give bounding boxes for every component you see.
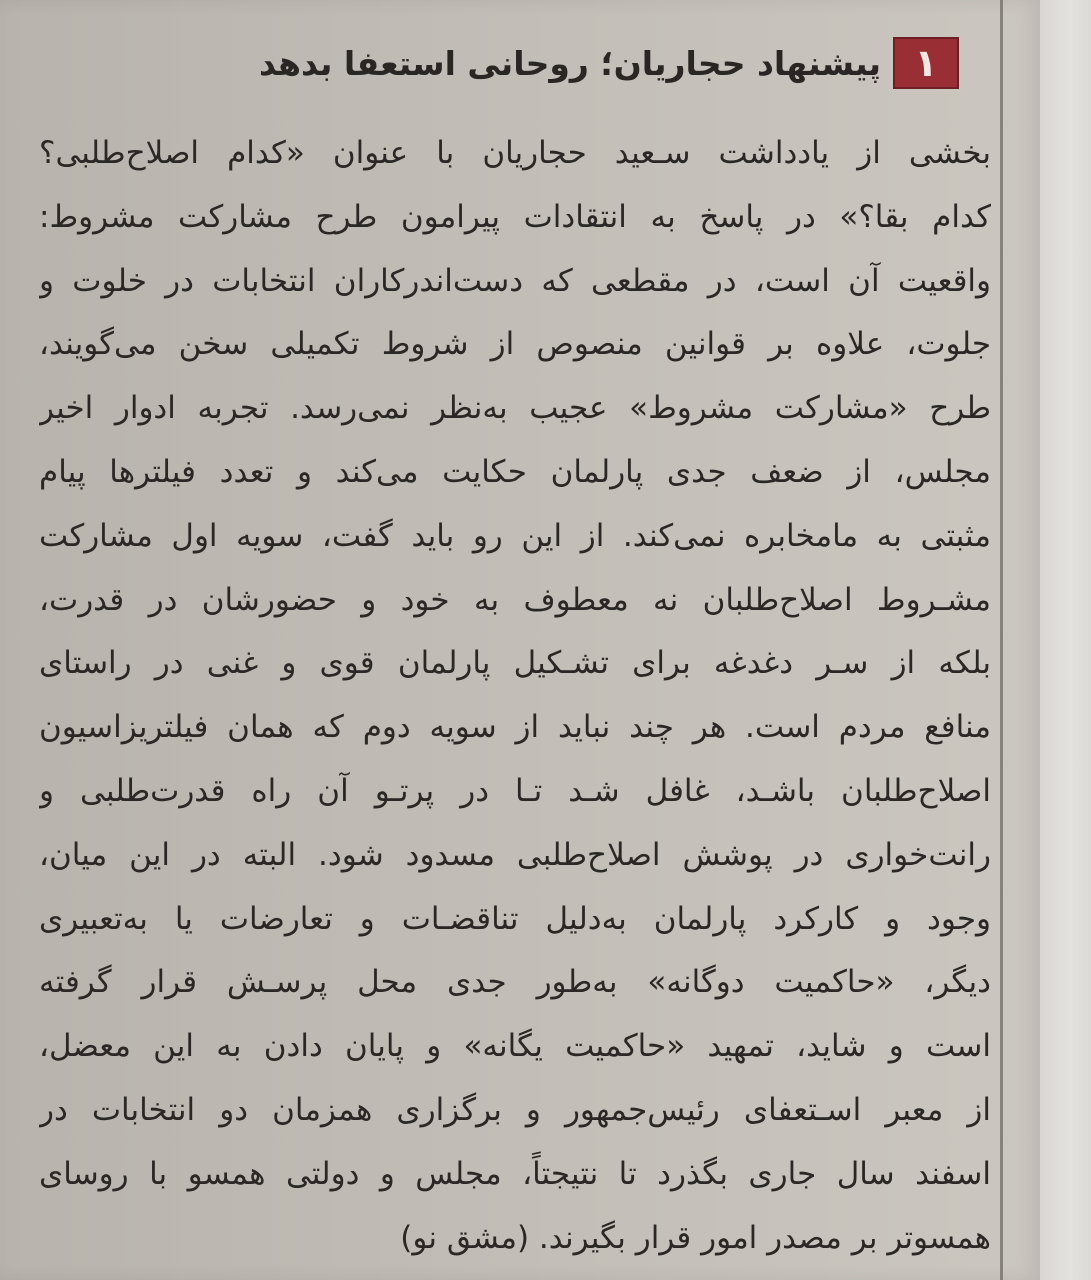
article-body [39, 122, 991, 1270]
article-line: بخشی از یادداشت سـعید حجاریان با عنوان «کدام اصلاح‌طلبی؟ [39, 135, 991, 171]
article-line: واقعیت آن است، در مقطعی که دست‌اندرکاران انتخابات در خلوت و [39, 262, 991, 299]
article-line: منافع مردم است. هر چند نباید از سویه دوم که همان فیلتریزاسیون [39, 709, 991, 746]
article-line: بلکه از سـر دغدغه برای تشـکیل پارلمان قوی و غنی در راستای [39, 645, 991, 682]
article-line: طرح «مشارکت مشروط» عجیب به‌نظر نمی‌رسد. تجربه ادوار اخیر [39, 390, 991, 427]
article-line: از معبر اسـتعفای رئیس‌جمهور و برگزاری همزمان دو انتخابات در [39, 1091, 991, 1128]
article-line: مثبتی به مامخابره نمی‌کند. از این رو باید گفت، سویه اول مشارکت [39, 517, 991, 554]
article-line: دیگر، «حاکمیت دوگانه» به‌طور جدی محل پرسـش قرار گرفته [39, 964, 991, 1001]
article-line: اسفند سال جاری بگذرد تا نتیجتاً، مجلس و دولتی همسو با روسای [39, 1155, 991, 1192]
article-header [259, 34, 959, 92]
article-line-last: همسوتر بر مصدر امور قرار بگیرند. (مشق نو) [400, 1219, 991, 1256]
article-line: است و شاید، تمهید «حاکمیت یگانه» و پایان دادن به این معضل، [39, 1028, 991, 1065]
article-line: وجود و کارکرد پارلمان به‌دلیل تناقضـات و تعارضات یا به‌تعبیری [39, 900, 991, 937]
column-rule [1000, 0, 1003, 1280]
article-line: جلوت، علاوه بر قوانین منصوص از شروط تکمیلی سخن می‌گویند، [39, 326, 991, 363]
article-line: اصلاح‌طلبان باشـد، غافل شـد تـا در پرتـو آن راه قدرت‌طلبی و [39, 772, 991, 809]
article-headline: پیشنهاد حجاریان؛ روحانی استعفا بدهد [259, 43, 881, 83]
page-edge [1040, 0, 1091, 1280]
article-line: مجلس، از ضعف جدی پارلمان حکایت می‌کند و تعدد فیلترها پیام [39, 453, 991, 490]
article-number-badge: ۱ [893, 37, 959, 89]
article-line: رانت‌خواری در پوشش اصلاح‌طلبی مسدود شود. البته در این میان، [39, 836, 991, 873]
article-line: کدام بقا؟» در پاسخ به انتقادات پیرامون طرح مشارکت مشروط: [39, 198, 991, 235]
article-line: مشـروط اصلاح‌طلبان نه معطوف به خود و حضورشان در قدرت، [39, 581, 991, 618]
